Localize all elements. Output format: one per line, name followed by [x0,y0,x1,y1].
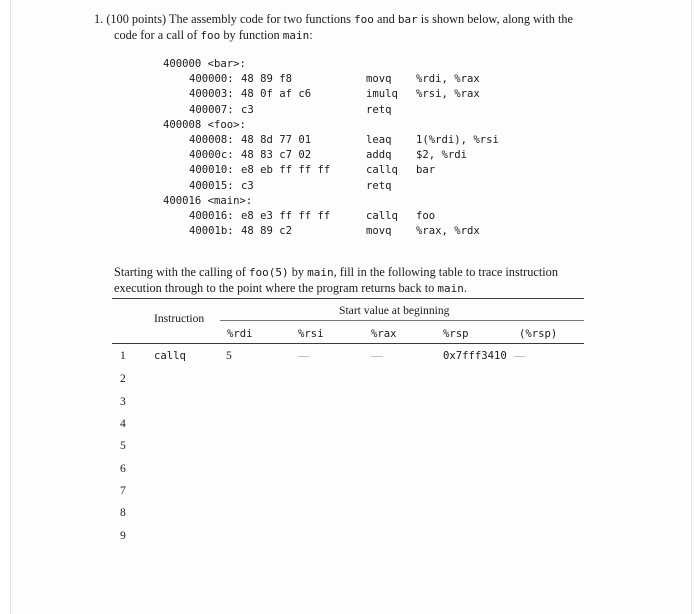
cell-instruction: callq [154,350,186,362]
instr-bytes: 48 0f af c6 [241,88,312,101]
cell-rsp: 0x7fff3410 [443,350,507,362]
instructions-text: Starting with the calling of [114,265,246,279]
cell-rsp-mem: — [514,349,526,362]
instr-address: 40001b: [189,225,234,238]
foo-name: foo [354,13,374,26]
instr-args: %rsi, %rax [416,88,480,101]
intro-text: code for a call of [114,28,198,42]
instr-opcode: leaq [366,133,392,146]
listing-line [163,57,543,72]
row-number: 5 [120,439,126,452]
instr-address: 400016: [189,209,234,222]
instr-args: %rax, %rdx [416,225,480,238]
row-number: 8 [120,506,126,519]
intro-text: is shown below, along with the [420,12,574,26]
instr-opcode: callq [366,164,398,177]
listing-line [163,87,543,102]
instr-address: 400003: [189,88,234,101]
instr-args: bar [416,164,436,177]
problem-statement-line2 [114,27,313,44]
problem-points: (100 points) [106,12,167,26]
intro-text: The assembly code for two functions [168,12,351,26]
instr-args: 1(%rdi), %rsi [416,133,499,146]
listing-line [163,194,543,209]
instructions-text: execution through to the point where the program returns back to [114,281,435,295]
instr-opcode: movq [366,73,392,86]
instructions-line2 [114,280,467,297]
column-header-rsp: %rsp [443,328,469,340]
instr-opcode: callq [366,209,398,222]
instr-bytes: 48 83 c7 02 [241,149,312,162]
group-header: Start value at beginning [339,304,450,317]
instr-bytes: 48 89 f8 [241,73,293,86]
listing-line [163,163,543,178]
bar-name: bar [397,13,418,26]
instr-args: %rdi, %rax [416,73,480,86]
instr-address: 400010: [189,164,234,177]
listing-line [163,209,543,224]
instr-opcode: retq [366,179,392,192]
foo-name: foo [200,29,221,42]
instr-address: 400008: [189,133,234,146]
instr-bytes: 48 89 c2 [241,225,293,238]
listing-line [163,103,543,118]
column-header-rdi: %rdi [227,328,253,340]
intro-text: and [377,12,395,26]
main-name: main [282,29,310,42]
function-label: 400008 <foo>: [163,118,246,131]
listing-line [163,224,543,239]
instr-args: foo [416,209,436,222]
instruction-header: Instruction [154,312,205,325]
listing-line [163,148,543,163]
listing-line [163,118,543,133]
instr-opcode: addq [366,149,392,162]
table-top-rule [112,298,584,299]
row-number: 1 [120,349,126,362]
main-name: main [307,266,334,279]
instr-bytes: c3 [241,179,254,192]
intro-text: : [309,28,313,42]
row-number: 6 [120,462,126,475]
listing-line [163,133,543,148]
cell-rax: — [371,349,383,362]
instructions-line1 [114,264,558,281]
group-header-rule [220,320,584,321]
intro-text: by function [223,28,280,42]
document-page [10,0,692,614]
instr-address: 400007: [189,103,234,116]
instr-address: 400015: [189,179,234,192]
instructions-text: by [291,265,305,279]
column-header-rsi: %rsi [298,328,324,340]
cell-rsi: — [298,349,310,362]
instr-opcode: movq [366,225,392,238]
row-number: 7 [120,484,126,497]
instructions-text: , fill in the following table to trace instruction [333,265,558,279]
listing-line [163,179,543,194]
call-expression: foo(5) [248,266,289,279]
row-number: 4 [120,417,126,430]
instr-address: 400000: [189,73,234,86]
header-bottom-rule [112,343,584,344]
assembly-listing [163,57,543,239]
row-number: 2 [120,372,126,385]
instr-address: 40000c: [189,149,234,162]
instr-bytes: 48 8d 77 01 [241,133,312,146]
listing-line [163,72,543,87]
column-header-rsp-mem: (%rsp) [519,328,558,340]
instr-opcode: imulq [366,88,398,101]
column-header-rax: %rax [371,328,397,340]
main-name: main [437,282,464,295]
instr-bytes: e8 eb ff ff ff [241,164,331,177]
instructions-text: . [463,281,467,295]
function-label: 400000 <bar>: [163,58,246,70]
function-label: 400016 <main>: [163,194,253,207]
instr-bytes: e8 e3 ff ff ff [241,209,331,222]
row-number: 9 [120,529,126,542]
row-number: 3 [120,395,126,408]
instr-opcode: retq [366,103,392,116]
cell-rdi: 5 [226,349,232,362]
instr-bytes: c3 [241,103,254,116]
problem-statement [94,11,573,28]
problem-number: 1. [94,12,104,26]
instr-args: $2, %rdi [416,149,468,162]
